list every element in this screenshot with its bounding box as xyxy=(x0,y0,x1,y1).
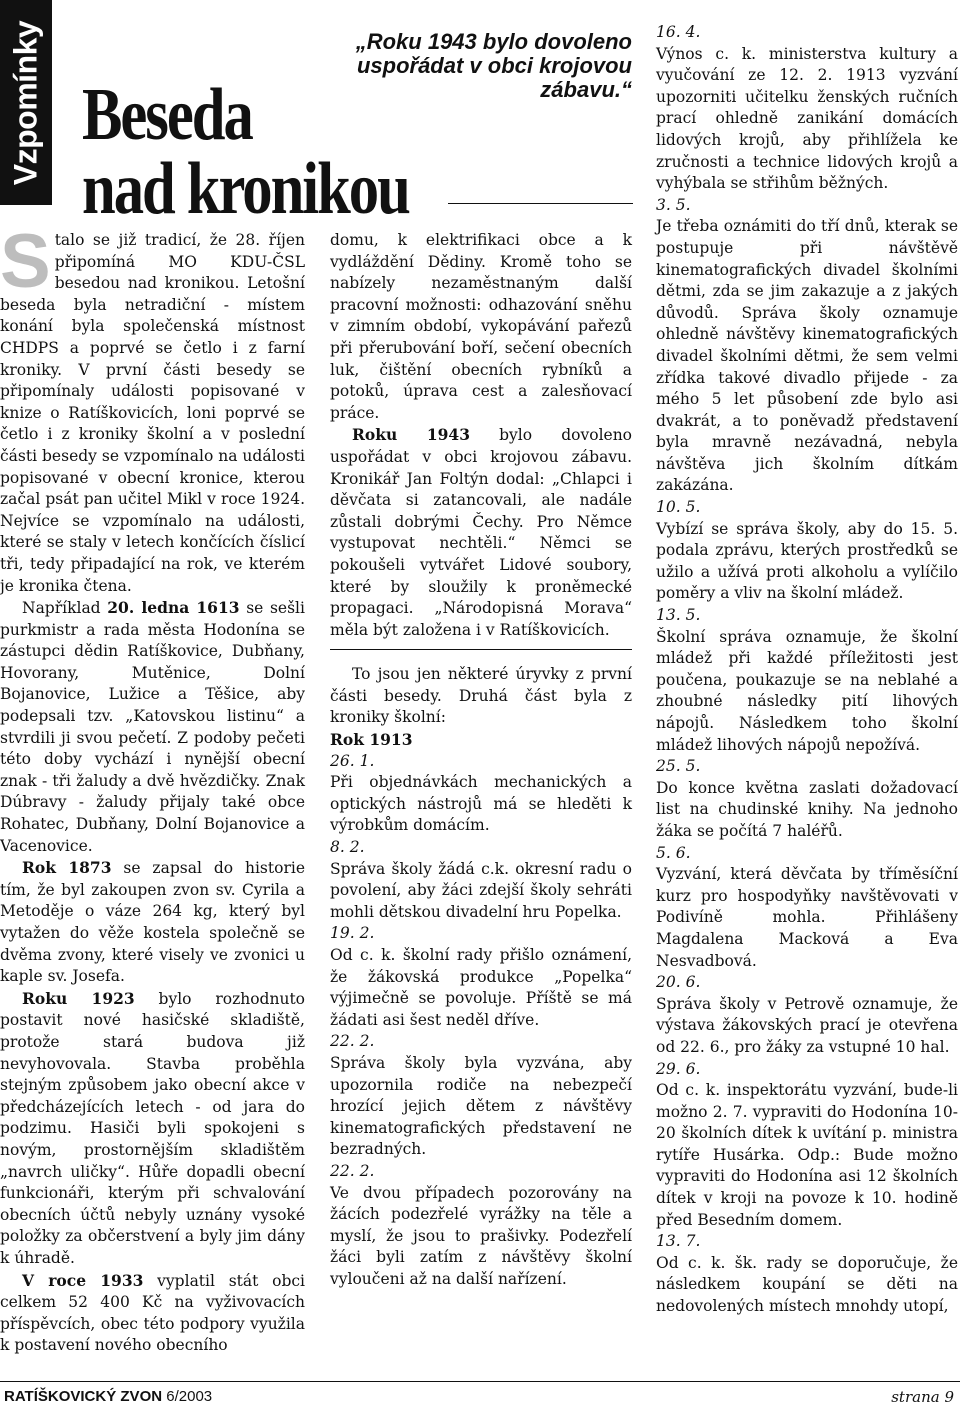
entry-date: 25. 5. xyxy=(656,757,701,776)
entry-date: 16. 4. xyxy=(656,23,701,41)
entry-date: 22. 2. xyxy=(330,1161,375,1180)
year-highlight: Roku 1923 xyxy=(22,988,135,1008)
footer-rule xyxy=(0,1381,960,1382)
section-tab xyxy=(0,0,52,205)
intro-text: talo se již tradicí, že 28. říjen připomíná MO KDU-ČSL besedou nad kronikou. Letošní beseda byla netradiční - místem konání byla společenská místnost CHDPS a poprvé se četlo i z farní kroniky. V první části besedy se připomínaly události popisované v knize o Ratíškovicích, loni poprvé se četlo i z kroniky školní a v poslední části besedy se vzpomínalo na události popisované v obecní kronice, kterou začal psát pan učitel Mikl v roce 1924. Nejvíce se vzpomínalo na události, které se staly v letech končících číslicí tři, tedy připadající na rok, ve kterém je kronika čtena. xyxy=(0,231,305,595)
entry-date: 3. 5. xyxy=(656,195,691,214)
entry-date: 5. 6. xyxy=(656,843,691,862)
date-highlight: 20. ledna 1613 xyxy=(107,598,240,618)
entry-text: Správa školy žádá c.k. okresní radu o povolení, aby žáci zdejší školy sehráti mohli dětskou divadelní hru Popelka. xyxy=(330,859,632,921)
entry-text: Do konce května zaslati dožadovací list na chudinské knihy. Na jednoho žáka se počítá 7 haléřů. xyxy=(656,778,958,840)
year-heading: Rok 1913 xyxy=(330,730,413,750)
year-highlight: Rok 1873 xyxy=(22,858,112,878)
entry-date: 26. 1. xyxy=(330,751,375,770)
text: vyplatil stát obci celkem 52 400 Kč na vyživovacích příspěvcích, obec této podpory využila k postavení nového obecního xyxy=(0,1271,305,1355)
paragraph-1613 xyxy=(0,597,305,857)
entry-text: Vybízí se správa školy, aby do 15. 5. podala zprávu, kterých prostředků se užilo a užívá proti alkoholu a vylíčilo poměry a vliv na školní mládež. xyxy=(656,519,958,603)
entry-text: Výnos c. k. ministerstva kultury a vyučování ze 12. 2. 1913 vyzvání upozorniti učitelku ženských ručních prací ohledně zanikání domácích lidových krojů, aby přihlížela ke zručnosti a technice lidových krojů a vyhýbala se střihům běžných. xyxy=(656,44,958,193)
entry-text: Správa školy byla vyzvána, aby upozornila rodiče na nebezpečí hrozící jejich dětem z návštěvy kinematografických představení ne bezradných. xyxy=(330,1053,632,1159)
entry-text: Od c. k. školní rady přišlo oznámení, že žákovská produkce „Popelka“ výjimečně se povoluje. Příště se má žádati asi šest neděl dříve. xyxy=(330,946,632,1029)
entry-date: 13. 7. xyxy=(656,1232,701,1251)
entry-text: Vyzvání, která děvčata by tříměsíční kurz pro hospodyňky navštěvovati v Podivíně mohla. Přihlášeny Magdalena Macková a Eva Nesvadbová. xyxy=(656,865,958,970)
entry-text: Od c. k. šk. rady se doporučuje, že následkem koupání se děti na nedovolených místech mnohdy utopí, xyxy=(656,1253,958,1316)
paragraph-1923 xyxy=(0,988,305,1270)
pull-quote: „Roku 1943 bylo dovoleno uspořádat v obci krojovou zábavu.“ xyxy=(355,29,632,102)
section-tab-label: Vzpomínky xyxy=(7,20,44,185)
year-highlight: Roku 1943 xyxy=(352,425,470,445)
entry-text: Při objednávkách mechanických a optických nástrojů má se hleděti k výrobkům domácím. xyxy=(330,773,632,835)
entry-text: Od c. k. inspektorátu vyzvání, bude-li možno 2. 7. vypraviti do Hodonína 10-20 školních dítek k uvítání p. ministra rytíře Husárka. Odp.: Bude možno vypraviti do Hodonína asi 12 školních dítek v kroji na povoze k 10. hodině před Besedním domem. xyxy=(656,1081,958,1229)
entry-date: 19. 2. xyxy=(330,924,375,943)
entry-date: 29. 6. xyxy=(656,1059,701,1078)
paragraph-continued: domu, k elektrifikaci obce a k vydláždění Dědiny. Kromě toho se nabízely nezaměstnaným další pracovní možnosti: odhazování sněhu v zimním období, vykopávání pařezů při přerubování boří, sečení obecních luk, čištění obecních rybníků a potoků, úprava cest a zalesňovací práce. xyxy=(330,231,632,422)
headline-line-2: nad kronikou xyxy=(82,148,409,230)
section-divider xyxy=(330,649,632,650)
entry-text: Ve dvou případech pozorovány na žácích podezřelé vyrážky na těle a myslí, že jsou to prašivky. Podezřelí žáci byli zatím z návštěvy školní vyloučeni až na další nařízení. xyxy=(330,1183,632,1288)
entry-date: 10. 5. xyxy=(656,498,701,517)
text: bylo dovoleno uspořádat v obci krojovou zábavu. Kronikář Jan Foltýn dodal: „Chlapci i děvčata si zatancovali, ale nadále zůstali dobrými Čechy. Pro Němce vystupovat nechtěli.“ Němci se pokoušeli vytvářet Lidové soubory, které by sloužily k proněmecké propagaci. „Národopisná Morava“ měla být založena i v Ratíškovicích. xyxy=(330,426,633,639)
entry-date: 8. 2. xyxy=(330,838,365,857)
headline-line-1: Beseda xyxy=(82,74,252,156)
drop-cap: S xyxy=(0,219,51,304)
paragraph-1933 xyxy=(0,1270,305,1357)
year-highlight: V roce 1933 xyxy=(22,1270,144,1290)
entry-date: 13. 5. xyxy=(656,606,701,625)
text: bylo rozhodnuto postavit nové hasičské skladiště, protože stará budova již nevyhovovala. Stavba proběhla stejným způsobem jako obecní akce v předcházejících letech - od jara do podzimu. Hasiči byli spokojeni s novým, prostornějším skladištěm „navrch uličky“. Hůře dopadli obecní funkcionáři, kterým při schvalování obecních účtů nebyly uznány vysoké položky za občerstvení a byly jim dány k úhradě. xyxy=(0,989,306,1267)
entry-date: 20. 6. xyxy=(656,973,701,992)
page-number: strana 9 xyxy=(891,1388,954,1406)
column-1 xyxy=(0,219,306,1357)
paragraph-1943 xyxy=(330,424,632,641)
paragraph-1873 xyxy=(0,857,305,988)
entry-date: 22. 2. xyxy=(330,1032,375,1051)
entry-text: Je třeba oznámiti do tří dnů, kterak se postupuje při návštěvě kinematografických divadel školními dětmi, zda se jim zakazuje a z jakých důvodů. Správa školy oznamuje ohledně návštěvy kinematografických divadel školními dětmi, že sem velmi zřídka takové divadlo přijede - za mého 5 let působení zde bylo asi dvakrát, a to poněvadž představení byla mravně nezávadná, nebyla návštěva jich školním dítkám zakázána. xyxy=(656,217,958,495)
publication-name: RATÍŠKOVICKÝ ZVON xyxy=(4,1388,163,1405)
footer-publication xyxy=(4,1388,212,1405)
entry-text: Školní správa oznamuje, že školní mládež při každé příležitosti jest poučena, poukazuje se na neblahé a zhoubné následky pití lihových nápojů. Následkem toho školní mládež lihových nápojů nepožívá. xyxy=(656,627,958,754)
column-3 xyxy=(656,22,958,1318)
school-chronicle-intro: To jsou jen některé úryvky z první části besedy. Druhá část byla z kroniky školní: xyxy=(330,665,632,727)
text: Například xyxy=(22,599,108,618)
column-2 xyxy=(330,230,632,1291)
issue-number: 6/2003 xyxy=(166,1388,213,1405)
text: se sešli purkmistr a rada města Hodonína se zástupci dědin Ratíškovice, Dubňany, Hovorany, Mutěnice, Dolní Bojanovice, Lužice a Těšice, aby podepsali tzv. „Katovskou listinu“ a stvrdili ji svou pečetí. Z podoby pečeti této doby vychází i nynější obecní znak - tři žaludy a dvě hvězdičky. Znak Dúbravy - žaludy přijaly také obce Rohatec, Dubňany, Dolní Bojanovice a Vacenovice. xyxy=(0,599,305,855)
text: se zapsal do historie tím, že byl zakoupen zvon sv. Cyrila a Metoděje o váze 264 kg, který byl vytažen do věže kostela společně se dvěma zvony, které visely ve zvonici u kaple sv. Josefa. xyxy=(0,859,305,986)
headline-rule xyxy=(448,203,633,204)
intro-paragraph xyxy=(0,219,305,597)
entry-text: Správa školy v Petrově oznamuje, že výstava žákovských prací je otevřena od 22. 6., pro žáky za vstupné 10 hal. xyxy=(656,994,958,1056)
